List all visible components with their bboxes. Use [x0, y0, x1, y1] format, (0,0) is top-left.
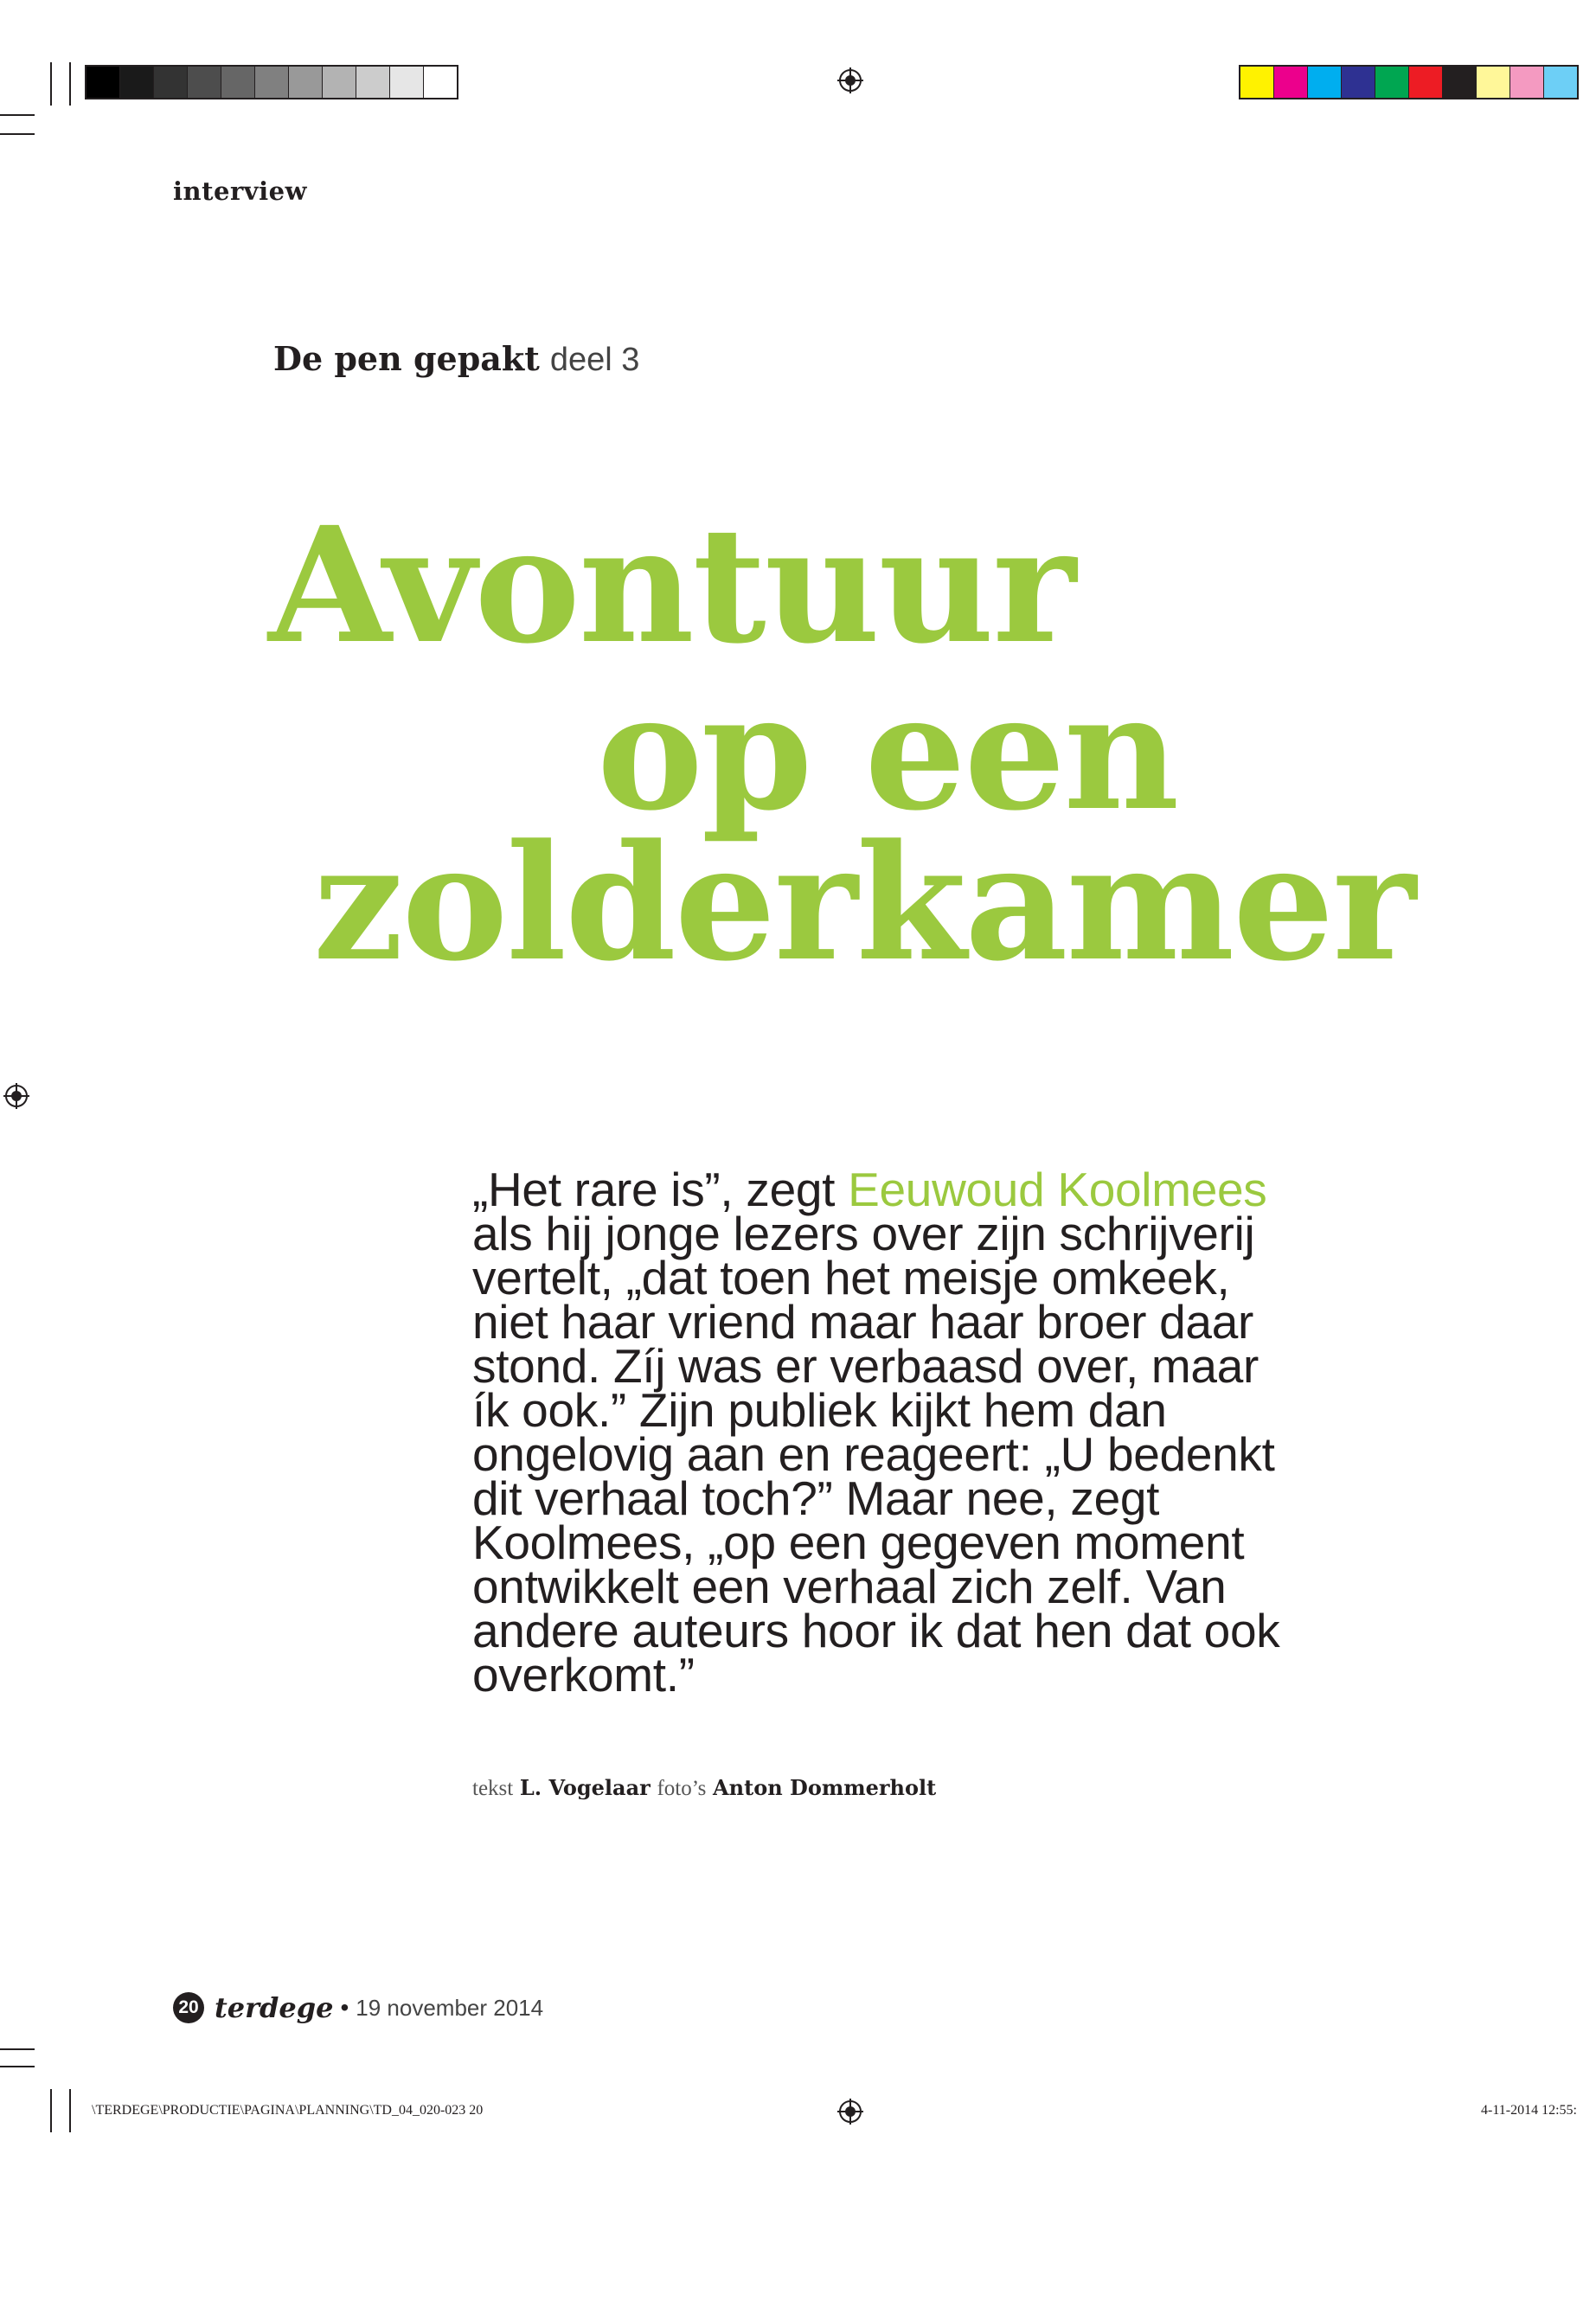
headline-line-2: op een: [597, 659, 1178, 846]
color-swatch: [356, 67, 390, 98]
registration-mark-icon: [837, 67, 863, 93]
headline-line-1: Avontuur: [268, 492, 1075, 679]
page-number: 20: [173, 1992, 204, 2023]
headline-line-3: zolderkamer: [313, 810, 1415, 997]
section-label: interview: [173, 176, 308, 206]
registration-mark-icon: [3, 1083, 29, 1109]
intro-line: andere auteurs hoor ik dat hen dat ook: [472, 1604, 1280, 1657]
gray-swatch-strip: [85, 65, 458, 99]
intro-line: niet haar vriend maar haar broer daar: [472, 1295, 1254, 1349]
color-swatch: [154, 67, 188, 98]
intro-line: als hij jonge lezers over zijn schrijverij: [472, 1207, 1255, 1260]
footer-bullet: •: [340, 1994, 349, 2021]
color-swatch: [1544, 67, 1577, 98]
color-swatch: [1443, 67, 1477, 98]
print-slug-timestamp: 4-11-2014 12:55:: [1481, 2103, 1577, 2118]
intro-line: dit verhaal toch?” Maar nee, zegt: [472, 1471, 1160, 1525]
kicker-series-name: De pen gepakt: [273, 339, 540, 378]
photo-author: Anton Dommerholt: [713, 1775, 937, 1800]
color-swatch: [1510, 67, 1544, 98]
color-swatch: [1409, 67, 1443, 98]
intro-line: stond. Zíj was er verbaasd over, maar: [472, 1339, 1259, 1393]
kicker-part: deel 3: [549, 342, 640, 378]
print-slug-path: \TERDEGE\PRODUCTIE\PAGINA\PLANNING\TD_04_020-023 20: [92, 2103, 484, 2118]
photo-label: foto’s: [657, 1777, 707, 1800]
crop-mark: [0, 133, 35, 135]
color-swatch: [120, 67, 154, 98]
text-label: tekst: [472, 1777, 514, 1800]
color-swatch: [1308, 67, 1342, 98]
color-swatch: [188, 67, 221, 98]
color-swatch-strip: [1239, 65, 1579, 99]
crop-mark: [0, 114, 35, 116]
text-author: L. Vogelaar: [519, 1775, 651, 1800]
color-swatch: [1342, 67, 1375, 98]
issue-date: 19 november 2014: [356, 1994, 544, 2021]
author-name: Eeuwoud Koolmees: [848, 1163, 1267, 1216]
crop-mark: [50, 62, 52, 106]
crop-mark: [50, 2089, 52, 2132]
color-swatch: [1477, 67, 1510, 98]
crop-mark: [0, 2066, 35, 2067]
color-swatch: [221, 67, 255, 98]
color-swatch: [289, 67, 323, 98]
color-swatch: [1240, 67, 1274, 98]
intro-paragraph: [472, 1163, 1337, 1702]
intro-line: ík ook.” Zijn publiek kijkt hem dan: [472, 1383, 1167, 1437]
byline-credits: [472, 1775, 936, 1801]
intro-line: vertelt, „dat toen het meisje omkeek,: [472, 1251, 1230, 1304]
registration-mark-icon: [837, 2099, 863, 2125]
intro-line: overkomt.”: [472, 1648, 695, 1702]
magazine-logo: terdege: [215, 1991, 334, 2024]
crop-mark: [69, 62, 71, 106]
intro-line: ontwikkelt een verhaal zich zelf. Van: [472, 1560, 1227, 1613]
intro-line: [472, 1163, 1337, 1216]
color-swatch: [87, 67, 120, 98]
color-swatch: [1375, 67, 1409, 98]
page-footer: [173, 1991, 543, 2024]
intro-quote-start: „Het rare is”, zegt: [472, 1163, 849, 1216]
intro-line: ongelovig aan en reageert: „U bedenkt: [472, 1427, 1275, 1481]
crop-mark: [69, 2089, 71, 2132]
series-kicker: [273, 339, 639, 379]
crop-mark: [0, 2048, 35, 2050]
color-swatch: [255, 67, 289, 98]
color-swatch: [1274, 67, 1308, 98]
color-swatch: [390, 67, 424, 98]
color-swatch: [323, 67, 356, 98]
intro-line: Koolmees, „op een gegeven moment: [472, 1516, 1245, 1569]
color-swatch: [424, 67, 457, 98]
